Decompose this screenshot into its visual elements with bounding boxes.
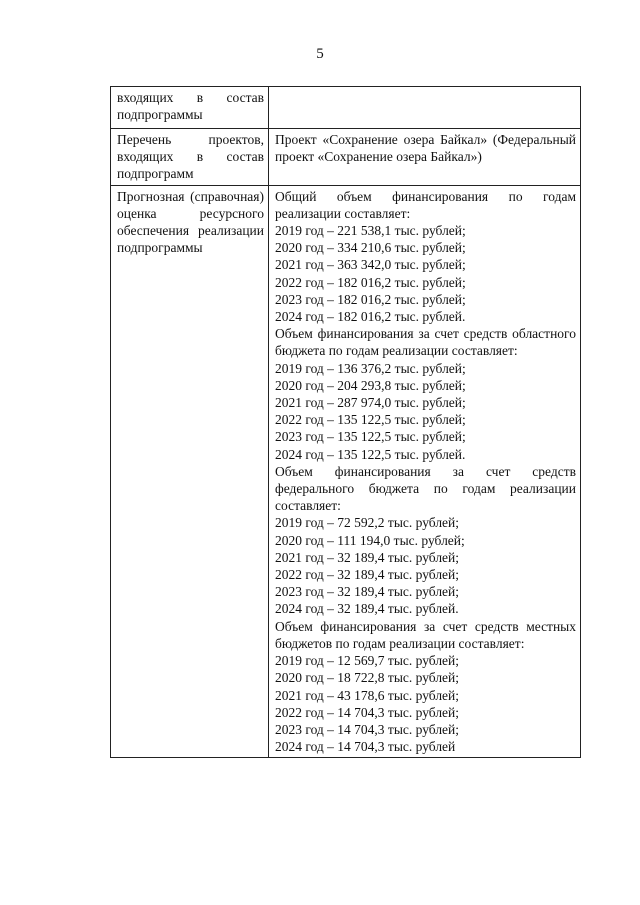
financing-federal-2024: 2024 год – 32 189,4 тыс. рублей.: [275, 601, 459, 617]
financing-federal-2022: 2022 год – 32 189,4 тыс. рублей;: [275, 567, 460, 583]
table-row: [111, 185, 581, 758]
financing-federal-2020: 2020 год – 111 194,0 тыс. рублей;: [275, 532, 465, 548]
financing-local-2019: 2019 год – 12 569,7 тыс. рублей;: [275, 653, 460, 669]
financing-regional-2021: 2021 год – 287 974,0 тыс. рублей;: [275, 395, 466, 411]
resource-estimate-label: Прогнозная (справочная) оценка ресурсного обеспечения реализации подпрограммы: [117, 188, 264, 256]
financing-regional-2024: 2024 год – 135 122,5 тыс. рублей.: [275, 446, 466, 462]
financing-federal-2019: 2019 год – 72 592,2 тыс. рублей;: [275, 515, 460, 531]
subprogram-passport-table: [110, 86, 581, 758]
financing-total-2023: 2023 год – 182 016,2 тыс. рублей;: [275, 291, 466, 307]
financing-regional-2019: 2019 год – 136 376,2 тыс. рублей;: [275, 360, 466, 376]
financing-total-2022: 2022 год – 182 016,2 тыс. рублей;: [275, 274, 466, 290]
financing-total-2019: 2019 год – 221 538,1 тыс. рублей;: [275, 223, 466, 239]
page-number: 5: [316, 46, 324, 62]
row-label-continuation: входящих в состав подпрограммы: [111, 87, 269, 129]
financing-total-2020: 2020 год – 334 210,6 тыс. рублей;: [275, 240, 466, 256]
financing-total-2024: 2024 год – 182 016,2 тыс. рублей.: [275, 309, 466, 325]
financing-local-2021: 2021 год – 43 178,6 тыс. рублей;: [275, 687, 460, 703]
financing-regional-2022: 2022 год – 135 122,5 тыс. рублей;: [275, 412, 466, 428]
financing-local-2023: 2023 год – 14 704,3 тыс. рублей;: [275, 721, 460, 737]
financing-regional-intro: Объем финансирования за счет средств областного бюджета по годам реализации составляет:: [275, 326, 576, 359]
row-value-projects: Проект «Сохранение озера Байкал» (Федеральный проект «Сохранение озера Байкал»): [269, 129, 581, 186]
table-row: [111, 129, 581, 186]
row-value-empty: [269, 87, 581, 129]
financing-local-2022: 2022 год – 14 704,3 тыс. рублей;: [275, 704, 460, 720]
financing-federal-intro: Объем финансирования за счет средств федерального бюджета по годам реализации составляет:: [275, 463, 576, 514]
row-label-resource-estimate: [111, 185, 269, 758]
financing-local-2020: 2020 год – 18 722,8 тыс. рублей;: [275, 670, 460, 686]
row-label-projects-list: Перечень проектов, входящих в состав подпрограмм: [111, 129, 269, 186]
financing-federal-2021: 2021 год – 32 189,4 тыс. рублей;: [275, 549, 460, 565]
row-value-financing: [269, 185, 581, 758]
financing-federal-2023: 2023 год – 32 189,4 тыс. рублей;: [275, 584, 460, 600]
financing-regional-2020: 2020 год – 204 293,8 тыс. рублей;: [275, 377, 466, 393]
financing-total-2021: 2021 год – 363 342,0 тыс. рублей;: [275, 257, 466, 273]
financing-total-intro: Общий объем финансирования по годам реализации составляет:: [275, 188, 576, 221]
financing-local-2024: 2024 год – 14 704,3 тыс. рублей: [275, 739, 456, 755]
table-row: [111, 87, 581, 129]
financing-regional-2023: 2023 год – 135 122,5 тыс. рублей;: [275, 429, 466, 445]
financing-local-intro: Объем финансирования за счет средств местных бюджетов по годам реализации составляет:: [275, 618, 576, 651]
